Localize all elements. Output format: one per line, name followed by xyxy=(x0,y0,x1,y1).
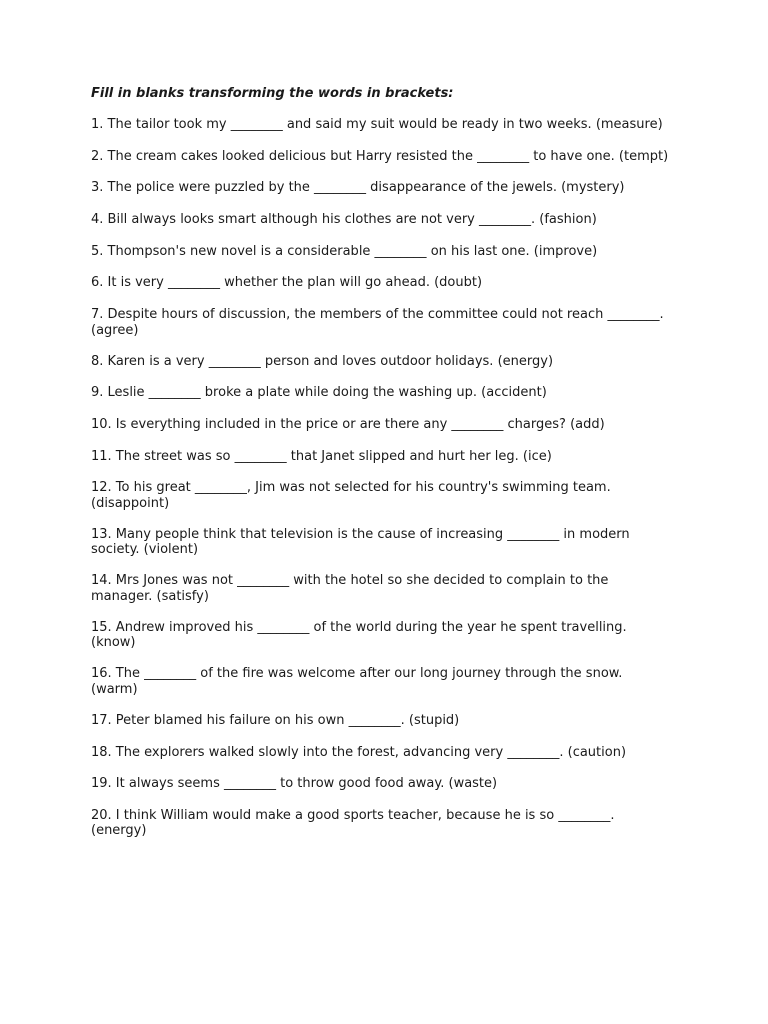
exercise-line: (disappoint) xyxy=(91,495,170,511)
exercise-item xyxy=(91,212,691,244)
exercise-item xyxy=(91,713,691,745)
exercise-item xyxy=(91,745,691,777)
exercise-item xyxy=(91,117,691,149)
exercise-item xyxy=(91,354,691,386)
exercise-line: 16. The ________ of the fire was welcome after our long journey through the snow. xyxy=(91,666,623,682)
exercise-line: 13. Many people think that television is the cause of increasing ________ in modern xyxy=(91,526,630,542)
exercise-line: 3. The police were puzzled by the ________ disappearance of the jewels. (mystery) xyxy=(91,180,625,196)
exercise-line: 11. The street was so ________ that Janet slipped and hurt her leg. (ice) xyxy=(91,448,552,464)
exercise-line: 10. Is everything included in the price or are there any ________ charges? (add) xyxy=(91,417,605,432)
exercise-item xyxy=(91,180,691,212)
exercise-item xyxy=(91,573,691,620)
exercise-line: 18. The explorers walked slowly into the forest, advancing very ________. (caution) xyxy=(91,744,627,760)
exercise-line: (agree) xyxy=(91,322,139,338)
exercise-line: 1. The tailor took my ________ and said my suit would be ready in two weeks. (measure) xyxy=(91,117,663,132)
exercise-item xyxy=(91,808,691,855)
exercise-line: 9. Leslie ________ broke a plate while doing the washing up. (accident) xyxy=(91,385,547,401)
exercise-item xyxy=(91,776,691,808)
exercise-line: 12. To his great ________, Jim was not selected for his country's swimming team. xyxy=(91,480,611,496)
exercise-line: 8. Karen is a very ________ person and loves outdoor holidays. (energy) xyxy=(91,353,554,369)
exercise-line: manager. (satisfy) xyxy=(91,588,209,604)
exercise-line: society. (violent) xyxy=(91,542,199,558)
exercise-item xyxy=(91,666,691,713)
exercise-line: (know) xyxy=(91,635,136,651)
exercise-line: 20. I think William would make a good sports teacher, because he is so ________. xyxy=(91,807,615,823)
worksheet-title: Fill in blanks transforming the words in brackets: xyxy=(91,86,454,101)
exercise-line: 15. Andrew improved his ________ of the world during the year he spent travelling. xyxy=(91,619,627,635)
exercise-line: 14. Mrs Jones was not ________ with the hotel so she decided to complain to the xyxy=(91,573,609,589)
exercise-item xyxy=(91,244,691,276)
exercise-item xyxy=(91,527,691,574)
exercise-line: (warm) xyxy=(91,681,138,697)
exercise-line: 5. Thompson's new novel is a considerable ________ on his last one. (improve) xyxy=(91,243,598,259)
exercise-item xyxy=(91,307,691,354)
exercise-item xyxy=(91,417,691,449)
exercise-line: 19. It always seems ________ to throw good food away. (waste) xyxy=(91,776,498,792)
exercise-item xyxy=(91,449,691,481)
exercise-item xyxy=(91,620,691,667)
exercise-item xyxy=(91,275,691,307)
exercise-line: 4. Bill always looks smart although his clothes are not very ________. (fashion) xyxy=(91,212,597,228)
exercise-line: 7. Despite hours of discussion, the members of the committee could not reach ________. xyxy=(91,307,664,323)
exercise-line: 6. It is very ________ whether the plan will go ahead. (doubt) xyxy=(91,275,483,291)
exercise-item xyxy=(91,149,691,181)
exercise-item xyxy=(91,480,691,527)
exercise-list xyxy=(91,117,691,854)
exercise-line: 2. The cream cakes looked delicious but Harry resisted the ________ to have one. (tempt) xyxy=(91,148,669,164)
exercise-line: (energy) xyxy=(91,823,147,839)
exercise-item xyxy=(91,385,691,417)
exercise-line: 17. Peter blamed his failure on his own ________. (stupid) xyxy=(91,712,460,728)
